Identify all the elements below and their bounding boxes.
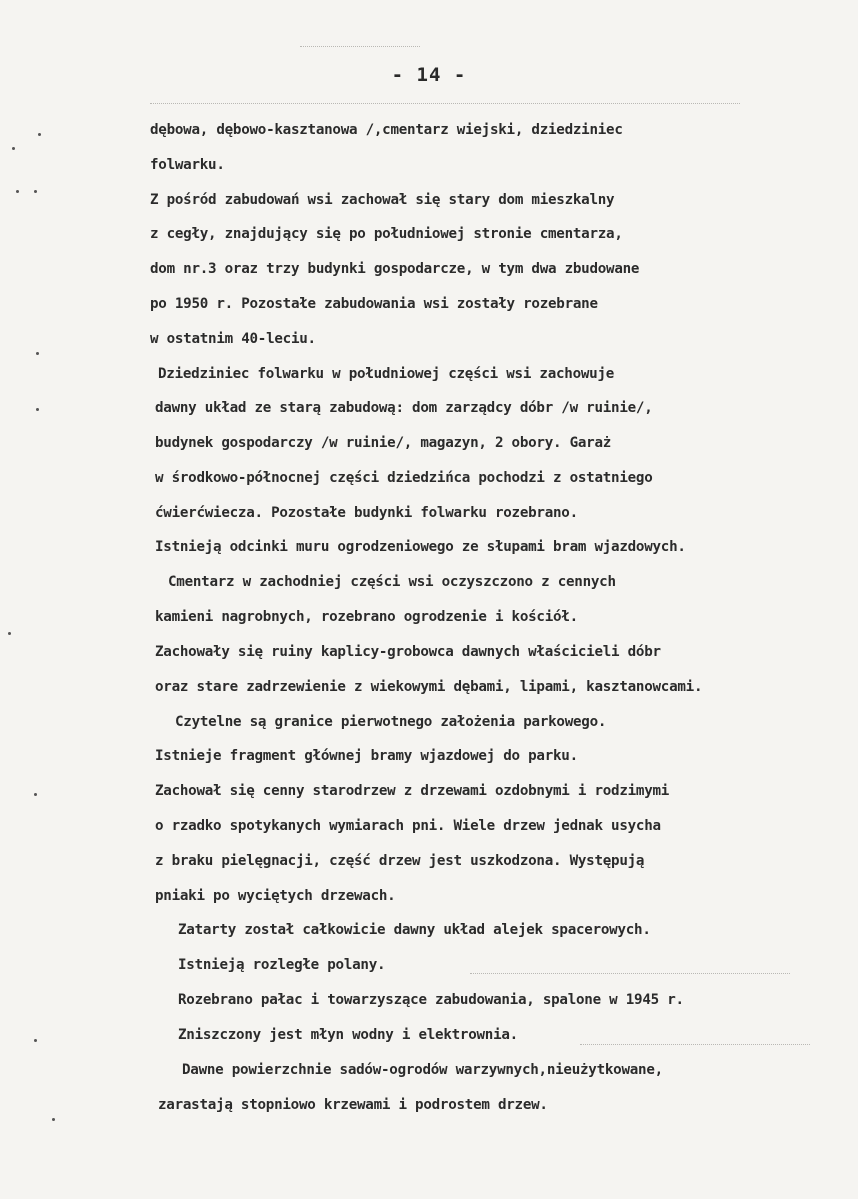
- text-line: Dawne powierzchnie sadów-ogrodów warzywnych,nieużytkowane,: [182, 1062, 663, 1078]
- text-line: Rozebrano pałac i towarzyszące zabudowania, spalone w 1945 r.: [178, 992, 684, 1008]
- text-line: Zniszczony jest młyn wodny i elektrownia.: [178, 1027, 518, 1043]
- text-line: Cmentarz w zachodniej części wsi oczyszczono z cennych: [168, 574, 616, 590]
- text-line: oraz stare zadrzewienie z wiekowymi dębami, lipami, kasztanowcami.: [155, 679, 703, 695]
- text-line: z cegły, znajdujący się po południowej stronie cmentarza,: [150, 226, 623, 242]
- text-line: folwarku.: [150, 157, 225, 173]
- text-line: pniaki po wyciętych drzewach.: [155, 888, 396, 904]
- text-line: kamieni nagrobnych, rozebrano ogrodzenie i kościół.: [155, 609, 578, 625]
- margin-speck: [12, 147, 15, 150]
- margin-dotted-rule: [580, 1044, 810, 1045]
- margin-speck: [8, 632, 11, 635]
- text-line: w ostatnim 40-leciu.: [150, 331, 316, 347]
- header-dotted-rule: [150, 103, 740, 104]
- text-line: Istnieją rozległe polany.: [178, 957, 386, 973]
- margin-speck: [34, 1039, 37, 1042]
- text-line: budynek gospodarczy /w ruinie/, magazyn, 2 obory. Garaż: [155, 435, 612, 451]
- text-line: Istnieją odcinki muru ogrodzeniowego ze słupami bram wjazdowych.: [155, 539, 686, 555]
- text-line: Zachował się cenny starodrzew z drzewami ozdobnymi i rodzimymi: [155, 783, 670, 799]
- text-line: zarastają stopniowo krzewami i podrostem drzew.: [158, 1097, 548, 1113]
- top-dotted-rule: [300, 46, 420, 47]
- margin-dotted-rule: [470, 973, 790, 974]
- text-line: dom nr.3 oraz trzy budynki gospodarcze, w tym dwa zbudowane: [150, 261, 640, 277]
- text-line: Czytelne są granice pierwotnego założenia parkowego.: [175, 714, 607, 730]
- text-line: z braku pielęgnacji, część drzew jest uszkodzona. Występują: [155, 853, 645, 869]
- text-line: Z pośród zabudowań wsi zachował się stary dom mieszkalny: [150, 192, 615, 208]
- text-line: Dziedziniec folwarku w południowej części wsi zachowuje: [158, 366, 615, 382]
- margin-speck: [52, 1118, 55, 1121]
- text-line: w środkowo-północnej części dziedzińca pochodzi z ostatniego: [155, 470, 653, 486]
- margin-speck: [38, 133, 41, 136]
- margin-speck: [34, 190, 37, 193]
- margin-speck: [36, 408, 39, 411]
- text-line: po 1950 r. Pozostałe zabudowania wsi zostały rozebrane: [150, 296, 598, 312]
- text-line: dawny układ ze starą zabudową: dom zarządcy dóbr /w ruinie/,: [155, 400, 653, 416]
- text-line: o rzadko spotykanych wymiarach pni. Wiele drzew jednak usycha: [155, 818, 661, 834]
- text-line: Zachowały się ruiny kaplicy-grobowca dawnych właścicieli dóbr: [155, 644, 661, 660]
- text-line: dębowa, dębowo-kasztanowa /,cmentarz wiejski, dziedziniec: [150, 122, 623, 138]
- text-line: Zatarty został całkowicie dawny układ alejek spacerowych.: [178, 922, 651, 938]
- margin-speck: [16, 190, 19, 193]
- margin-speck: [36, 352, 39, 355]
- text-line: ćwierćwiecza. Pozostałe budynki folwarku rozebrano.: [155, 505, 578, 521]
- margin-speck: [34, 793, 37, 796]
- page-number: - 14 -: [391, 64, 467, 86]
- text-line: Istnieje fragment głównej bramy wjazdowej do parku.: [155, 748, 578, 764]
